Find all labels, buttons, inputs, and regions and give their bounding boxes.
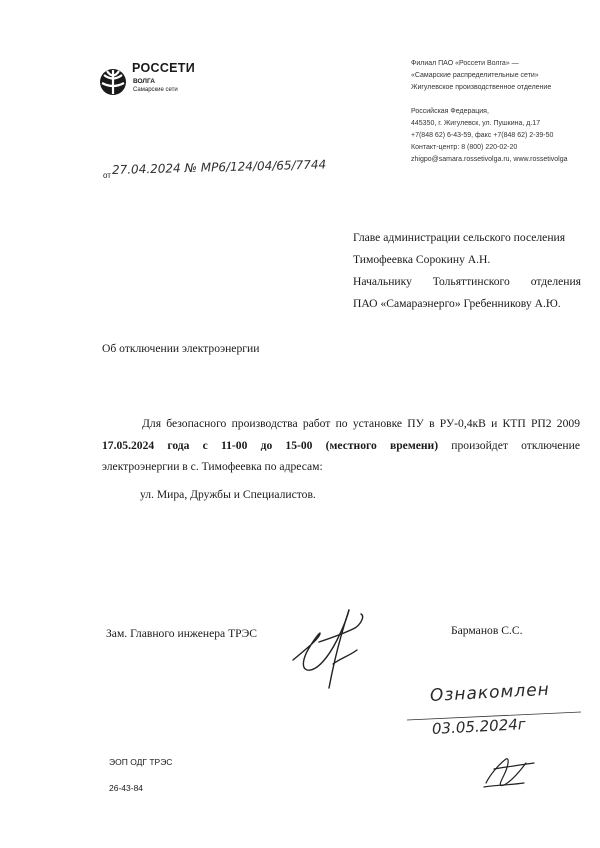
address-list: ул. Мира, Дружбы и Специалистов. bbox=[140, 488, 316, 501]
signer-name: Барманов С.С. bbox=[451, 624, 523, 637]
body-line bbox=[102, 435, 580, 457]
requisites-line bbox=[411, 94, 568, 106]
acknowledgement-handwritten: Ознакомлен bbox=[429, 679, 551, 706]
addressee-line: Начальнику Тольяттинского отделения bbox=[353, 275, 581, 288]
acknowledgement-date: 03.05.2024г bbox=[431, 715, 527, 738]
requisites-line: +7(848 62) 6-43-59, факс +7(848 62) 2-39-50 bbox=[411, 132, 554, 139]
addressee-line: Главе администрации сельского поселения bbox=[353, 231, 566, 244]
logo-subtitle: Самарские сети bbox=[133, 87, 178, 93]
logo-wordmark: РОССЕТИ bbox=[132, 61, 196, 75]
letter-subject: Об отключении электроэнергии bbox=[102, 342, 260, 355]
signer-position: Зам. Главного инженера ТРЭС bbox=[106, 627, 258, 640]
body-line-rest: произойдет отключение bbox=[438, 438, 580, 452]
requisites-line: Контакт-центр: 8 (800) 220-02-20 bbox=[411, 144, 518, 151]
addressee-line: Тимофеевка Сорокину А.Н. bbox=[353, 253, 491, 266]
logo-region: ВОЛГА bbox=[133, 78, 155, 85]
acknowledgement-signature-icon bbox=[480, 745, 540, 795]
requisites-line: zhigpo@samara.rossetivolga.ru, www.rossetivolga bbox=[411, 156, 568, 163]
company-requisites bbox=[411, 58, 568, 166]
body-line: электроэнергии в с. Тимофеевка по адресам: bbox=[102, 460, 323, 473]
outgoing-prefix: от bbox=[103, 171, 111, 180]
body-paragraph bbox=[102, 413, 580, 478]
requisites-line: Филиал ПАО «Россети Волга» — bbox=[411, 60, 519, 67]
requisites-line: «Самарские распределительные сети» bbox=[411, 72, 539, 79]
addressee-block bbox=[353, 227, 581, 315]
requisites-line: 445350, г. Жигулевск, ул. Пушкина, д.17 bbox=[411, 120, 541, 127]
footer-department: ЭОП ОДГ ТРЭС bbox=[109, 757, 173, 767]
addressee-line: ПАО «Самараэнерго» Гребенникову А.Ю. bbox=[353, 297, 561, 310]
footer-phone: 26-43-84 bbox=[109, 783, 144, 793]
outage-datetime: 17.05.2024 года с 11-00 до 15-00 (местного времени) bbox=[102, 438, 439, 452]
requisites-line: Жигулевское производственное отделение bbox=[411, 84, 552, 91]
requisites-line: Российская Федерация, bbox=[411, 108, 489, 115]
outgoing-number-handwritten: 27.04.2024 № МР6/124/04/65/7744 bbox=[111, 157, 327, 177]
signature-icon bbox=[285, 598, 385, 698]
body-line: Для безопасного производства работ по установке ПУ в РУ-0,4кВ и КТП РП2 2009 bbox=[142, 417, 580, 430]
